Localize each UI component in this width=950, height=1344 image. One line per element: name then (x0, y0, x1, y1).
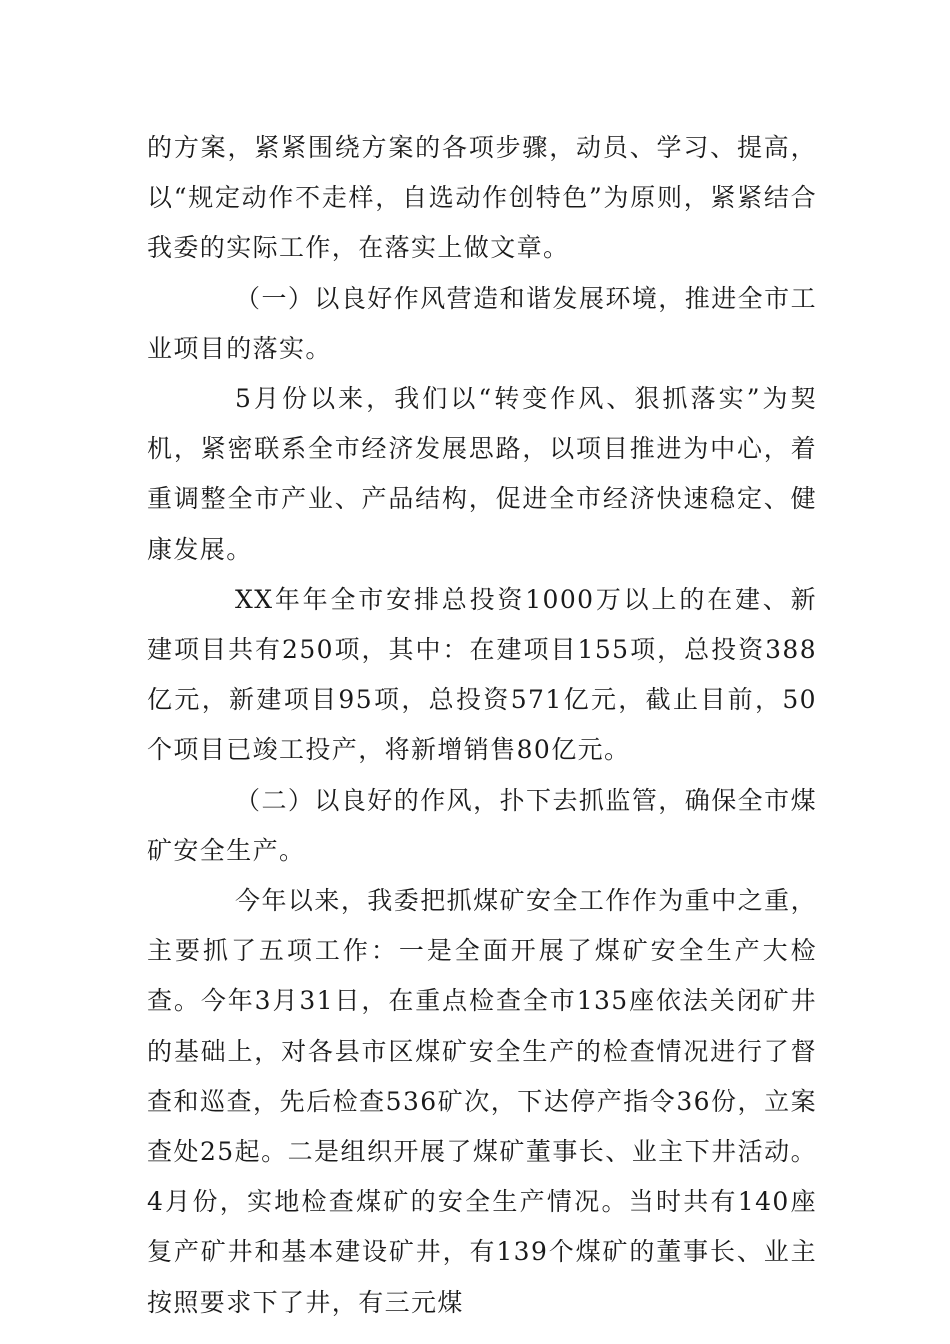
paragraph-coal-safety: 今年以来，我委把抓煤矿安全工作作为重中之重，主要抓了五项工作：一是全面开展了煤矿安全生产大检查。今年3月31日，在重点检查全市135座依法关闭矿井的基础上，对各县市区煤矿安全生产的检查情况进行了督查和巡查，先后检查536矿次，下达停产指令36份，立案查处25起。二是组织开展了煤矿董事长、业主下井活动。4月份，实地检查煤矿的安全生产情况。当时共有140座复产矿井和基本建设矿井，有139个煤矿的董事长、业主按照要求下了井，有三元煤 (147, 886, 817, 1317)
paragraph-continuation: 的方案，紧紧围绕方案的各项步骤，动员、学习、提高，以“规定动作不走样，自选动作创特色”为原则，紧紧结合我委的实际工作，在落实上做文章。 (147, 133, 817, 263)
document-body (147, 123, 817, 1328)
section-heading-one: （一）以良好作风营造和谐发展环境，推进全市工业项目的落实。 (147, 283, 817, 363)
section-heading-two: （二）以良好的作风，扑下去抓监管，确保全市煤矿安全生产。 (147, 785, 817, 865)
paragraph-work-style: 5月份以来，我们以“转变作风、狠抓落实”为契机，紧密联系全市经济发展思路，以项目推进为中心，着重调整全市产业、产品结构，促进全市经济快速稳定、健康发展。 (147, 384, 817, 564)
paragraph-projects: XX年年全市安排总投资1000万以上的在建、新建项目共有250项，其中：在建项目155项，总投资388亿元，新建项目95项，总投资571亿元，截止目前，50个项目已竣工投产，将新增销售80亿元。 (147, 584, 817, 765)
